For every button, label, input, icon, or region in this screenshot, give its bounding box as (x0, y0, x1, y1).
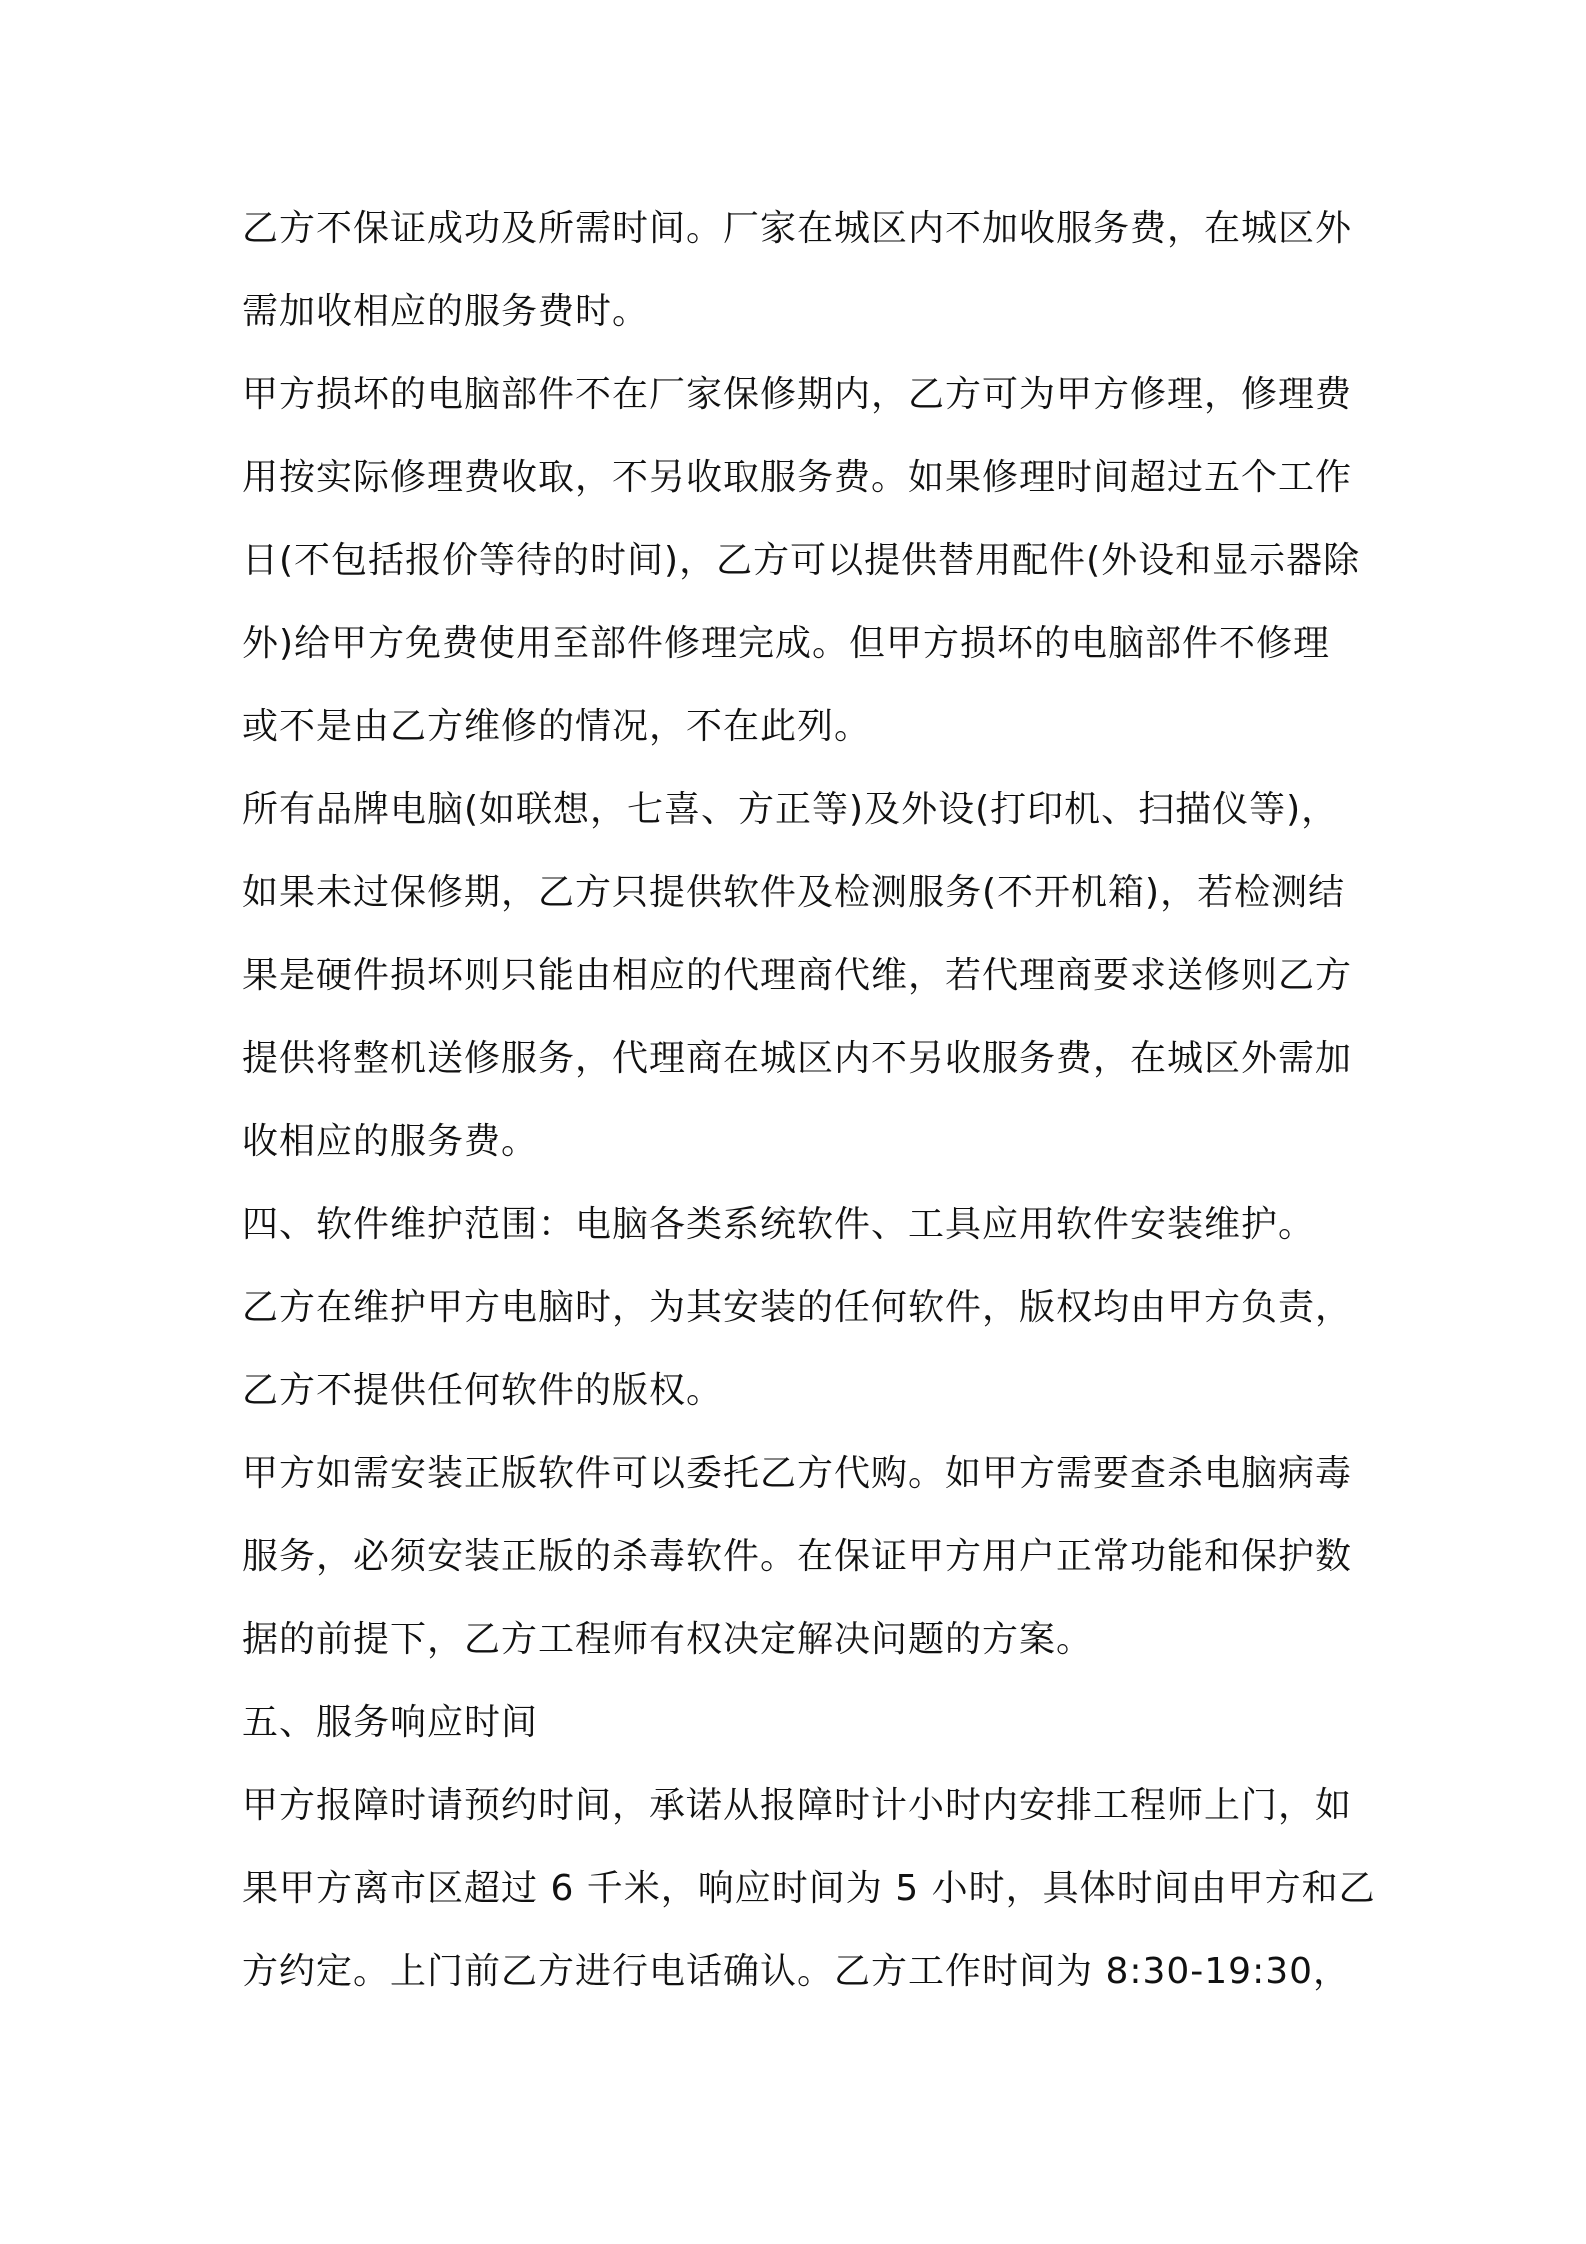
text-line: 乙方在维护甲方电脑时，为其安装的任何软件，版权均由甲方负责， (242, 1287, 1353, 1328)
text-line: 据的前提下，乙方工程师有权决定解决问题的方案。 (242, 1619, 1094, 1660)
text-line: 果是硬件损坏则只能由相应的代理商代维，若代理商要求送修则乙方 (242, 955, 1353, 996)
text-line: 方约定。上门前乙方进行电话确认。乙方工作时间为 8:30-19:30， (242, 1951, 1351, 1992)
text-line: 服务，必须安装正版的杀毒软件。在保证甲方用户正常功能和保护数 (242, 1536, 1353, 1577)
text-line: 收相应的服务费。 (242, 1121, 539, 1162)
text-line: 甲方报障时请预约时间，承诺从报障时计小时内安排工程师上门，如 (242, 1785, 1353, 1826)
section-heading-response-time: 五、服务响应时间 (242, 1702, 539, 1743)
text-line: 乙方不提供任何软件的版权。 (242, 1370, 724, 1411)
text-line: 提供将整机送修服务，代理商在城区内不另收服务费，在城区外需加 (242, 1038, 1353, 1079)
text-line: 外)给甲方免费使用至部件修理完成。但甲方损坏的电脑部件不修理 (242, 623, 1331, 664)
text-line: 甲方如需安装正版软件可以委托乙方代购。如甲方需要查杀电脑病毒 (242, 1453, 1353, 1494)
section-heading-software: 四、软件维护范围：电脑各类系统软件、工具应用软件安装维护。 (242, 1204, 1316, 1245)
text-line: 需加收相应的服务费时。 (242, 291, 650, 332)
text-line: 如果未过保修期，乙方只提供软件及检测服务(不开机箱)，若检测结 (242, 872, 1346, 913)
document-body (242, 200, 1376, 2026)
text-line: 日(不包括报价等待的时间)，乙方可以提供替用配件(外设和显示器除 (242, 540, 1361, 581)
text-line: 所有品牌电脑(如联想，七喜、方正等)及外设(打印机、扫描仪等)， (242, 789, 1339, 830)
text-line: 乙方不保证成功及所需时间。厂家在城区内不加收服务费，在城区外 (242, 208, 1353, 249)
text-line: 果甲方离市区超过 6 千米，响应时间为 5 小时，具体时间由甲方和乙 (242, 1868, 1376, 1909)
text-line: 甲方损坏的电脑部件不在厂家保修期内，乙方可为甲方修理，修理费 (242, 374, 1353, 415)
text-line: 或不是由乙方维修的情况，不在此列。 (242, 706, 872, 747)
text-line: 用按实际修理费收取，不另收取服务费。如果修理时间超过五个工作 (242, 457, 1353, 498)
